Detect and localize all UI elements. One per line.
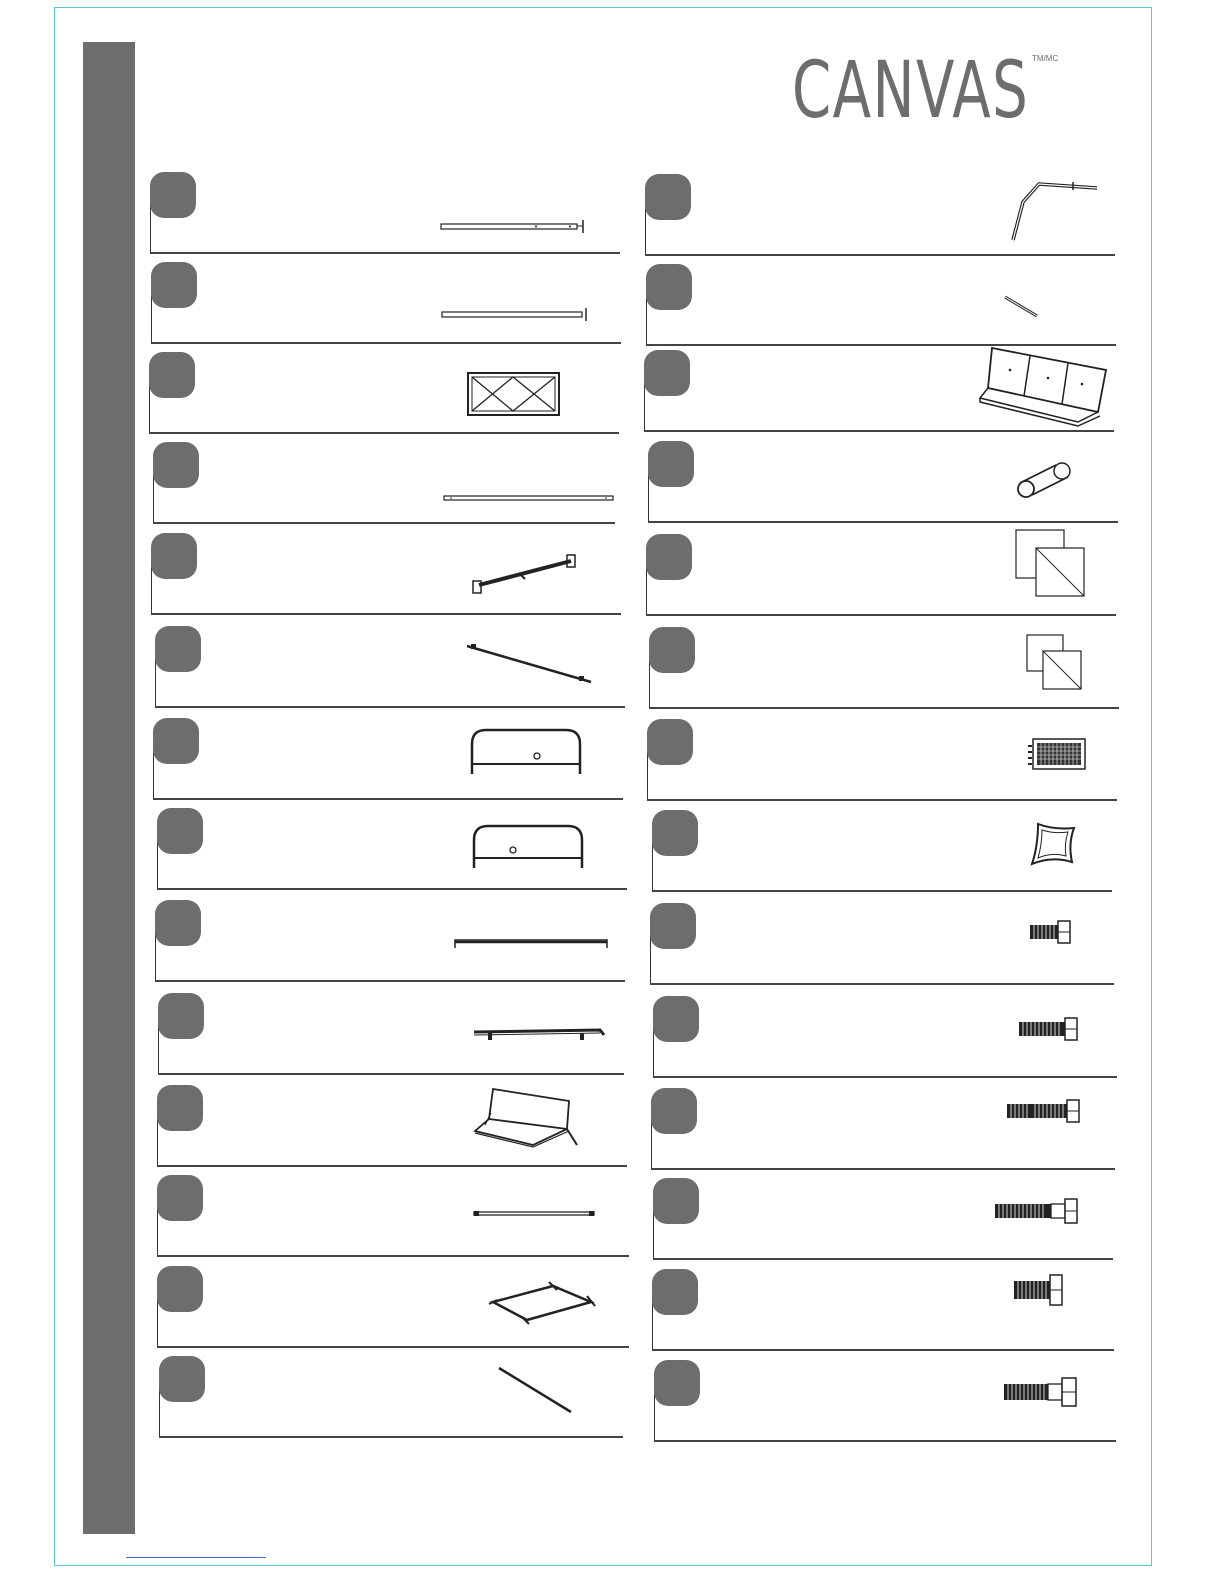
part-row <box>151 533 621 615</box>
bolt-partial-thread-icon <box>1002 1376 1082 1408</box>
part-badge <box>653 996 699 1042</box>
slanted-rod-icon <box>495 1364 575 1416</box>
angle-bar-icon <box>453 936 609 950</box>
flat-rail-icon <box>441 308 589 322</box>
folding-seat-icon <box>473 1085 583 1151</box>
part-row <box>646 264 1116 346</box>
part-row <box>158 993 624 1075</box>
bolt-medium-icon <box>1017 1016 1081 1044</box>
part-row <box>157 1175 629 1257</box>
u-frame-icon <box>469 726 585 776</box>
bolt-extra-long-icon <box>993 1196 1081 1226</box>
part-row <box>653 996 1117 1078</box>
grid-block-icon <box>1027 737 1089 771</box>
part-row <box>155 900 625 982</box>
bracket-bar-icon <box>469 551 581 599</box>
part-row <box>650 903 1114 985</box>
part-badge <box>647 719 693 765</box>
bolt-long-icon <box>1005 1098 1081 1126</box>
part-badge <box>151 262 197 308</box>
rectangular-frame-icon <box>487 1278 599 1326</box>
part-badge <box>155 626 201 672</box>
part-badge <box>651 1088 697 1134</box>
part-row <box>645 174 1115 256</box>
part-row <box>157 1085 627 1167</box>
part-row <box>653 1178 1113 1260</box>
part-badge <box>157 1085 203 1131</box>
part-badge <box>150 172 196 218</box>
part-row <box>646 534 1116 616</box>
u-frame-icon <box>471 822 587 870</box>
rail-with-holes-icon <box>440 220 586 234</box>
cushion-icon <box>978 346 1108 428</box>
part-badge <box>644 350 690 396</box>
part-row <box>157 808 627 890</box>
part-badge <box>646 264 692 310</box>
part-row <box>153 442 615 524</box>
long-thin-bar-icon <box>443 494 615 504</box>
part-row <box>150 172 620 254</box>
part-badge <box>158 993 204 1039</box>
bottom-link-rule <box>126 1557 266 1558</box>
part-badge <box>155 900 201 946</box>
part-row <box>652 1269 1114 1351</box>
part-badge <box>653 1178 699 1224</box>
part-row <box>151 262 621 344</box>
square-pads-icon <box>1014 528 1088 600</box>
part-row <box>157 1266 629 1348</box>
part-row <box>155 626 625 708</box>
curved-square-cap-icon <box>1028 820 1080 868</box>
square-pads-small-icon <box>1025 633 1085 691</box>
part-badge <box>648 441 694 487</box>
part-row <box>647 719 1117 801</box>
bar-with-tabs-icon <box>472 1023 606 1043</box>
part-badge <box>149 352 195 398</box>
part-badge <box>151 533 197 579</box>
part-row <box>649 627 1119 709</box>
tube-sleeve-icon <box>1014 457 1074 501</box>
short-rod-icon <box>473 1209 597 1219</box>
diagonal-rod-icon <box>463 640 595 686</box>
part-row <box>651 1088 1115 1170</box>
brand-logo <box>792 46 1072 142</box>
part-badge <box>646 534 692 580</box>
part-badge <box>654 1360 700 1406</box>
part-badge <box>652 810 698 856</box>
brand-trademark: TM/MC <box>1032 54 1059 63</box>
part-badge <box>159 1356 205 1402</box>
part-row <box>159 1356 623 1438</box>
part-row <box>149 352 619 434</box>
bent-tube-icon <box>1009 176 1101 242</box>
part-badge <box>645 174 691 220</box>
part-badge <box>649 627 695 673</box>
part-badge <box>157 1266 203 1312</box>
part-badge <box>652 1269 698 1315</box>
part-badge <box>153 442 199 488</box>
bolt-short-icon <box>1028 919 1074 947</box>
brand-name: CANVAS <box>792 46 1030 136</box>
part-row <box>652 810 1112 892</box>
part-row <box>644 350 1114 432</box>
part-row <box>654 1360 1116 1442</box>
part-row <box>153 718 623 800</box>
part-row <box>648 441 1118 523</box>
part-badge <box>157 808 203 854</box>
cross-braced-panel-icon <box>467 372 561 417</box>
part-badge <box>650 903 696 949</box>
part-badge <box>153 718 199 764</box>
bolt-stub-icon <box>1012 1273 1066 1307</box>
part-badge <box>157 1175 203 1221</box>
sidebar-strip <box>83 42 135 1534</box>
small-pin-icon <box>1002 294 1040 320</box>
